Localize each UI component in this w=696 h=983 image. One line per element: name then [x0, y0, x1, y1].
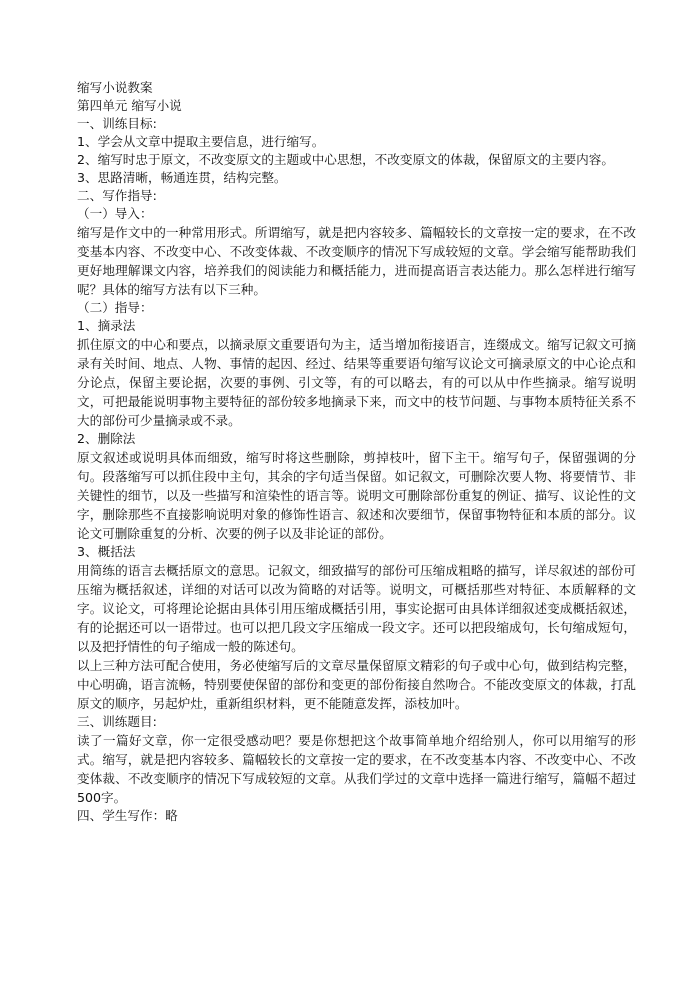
document-title: 缩写小说教案	[77, 80, 153, 95]
subheading-intro: （一）导入：	[77, 206, 153, 221]
method-heading-summarize: 3、概括法	[77, 544, 136, 559]
goal-item-3: 3、思路清晰，畅通连贯，结构完整。	[77, 170, 287, 185]
task-paragraph: 读了一篇好文章，你一定很受感动吧？要是你想把这个故事简单地介绍给别人，你可以用缩写的形式。缩写，就是把内容较多、篇幅较长的文章按一定的要求，在不改变基本内容、不改变中心、不改变体裁、不改变顺序的情况下写成较短的文章。从我们学过的文章中选择一篇进行缩写，篇幅不超过500字。	[77, 733, 636, 805]
goal-item-1: 1、学会从文章中提取主要信息，进行缩写。	[77, 134, 325, 149]
section-heading-writing: 四、学生写作：略	[77, 808, 178, 823]
combine-paragraph: 以上三种方法可配合使用，务必使缩写后的文章尽量保留原文精彩的句子或中心句，做到结构完整，中心明确，语言流畅，特别要使保留的部份和变更的部份衔接自然吻合。不能改变原文的体裁，打乱原文的顺序，另起炉灶，重新组织材料，更不能随意发挥，添枝加叶。	[77, 658, 636, 711]
unit-title: 第四单元 缩写小说	[77, 98, 182, 113]
subheading-guide: （二）指导：	[77, 300, 153, 315]
method-paragraph-summarize: 用简练的语言去概括原文的意思。记叙文，细致描写的部份可压缩成粗略的描写，详尽叙述的部份可压缩为概括叙述，详细的对话可以改为简略的对话等。说明文，可概括那些对特征、本质解释的文字。议论文，可将理论论据由具体引用压缩成概括引用，事实论据可由具体详细叙述变成概括叙述，有的论据还可以一语带过。也可以把几段文字压缩成一段文字。还可以把段缩成句，长句缩成短句，以及把抒情性的句子缩成一般的陈述句。	[77, 563, 636, 654]
method-paragraph-excerpt: 抓住原文的中心和要点，以摘录原文重要语句为主，适当增加衔接语言，连缀成文。缩写记叙文可摘录有关时间、地点、人物、事情的起因、经过、结果等重要语句缩写议论文可摘录原文的中心论点和分论点，保留主要论据，次要的事例、引文等，有的可以略去，有的可以从中作些摘录。缩写说明文，可把最能说明事物主要特征的部份较多地摘录下来，而文中的枝节问题、与事物本质特征关系不大的部份可少量摘录或不录。	[77, 337, 636, 428]
intro-paragraph: 缩写是作文中的一种常用形式。所谓缩写，就是把内容较多、篇幅较长的文章按一定的要求，在不改变基本内容、不改变中心、不改变体裁、不改变顺序的情况下写成较短的文章。学会缩写能帮助我们更好地理解课文内容，培养我们的阅读能力和概括能力，进而提高语言表达能力。那么怎样进行缩写呢？具体的缩写方法有以下三种。	[77, 225, 636, 297]
section-heading-task: 三、训练题目:	[77, 714, 157, 729]
section-heading-guidance: 二、写作指导:	[77, 188, 157, 203]
method-paragraph-delete: 原文叙述或说明具体而细致，缩写时将这些删除，剪掉枝叶，留下主干。缩写句子，保留强调的分句。段落缩写可以抓住段中主句，其余的字句适当保留。如记叙文，可删除次要人物、将要情节、非关键性的细节，以及一些描写和渲染性的语言等。说明文可删除部份重复的例证、描写、议论性的文字，删除那些不直接影响说明对象的修饰性语言、叙述和次要细节，保留事物特征和本质的部分。议论文可删除重复的分析、次要的例子以及非论证的部份。	[77, 450, 636, 541]
method-heading-excerpt: 1、摘录法	[77, 318, 136, 333]
goal-item-2: 2、缩写时忠于原文，不改变原文的主题或中心思想，不改变原文的体裁，保留原文的主要内容。	[77, 152, 614, 167]
method-heading-delete: 2、删除法	[77, 431, 136, 446]
section-heading-goals: 一、训练目标:	[77, 116, 157, 131]
